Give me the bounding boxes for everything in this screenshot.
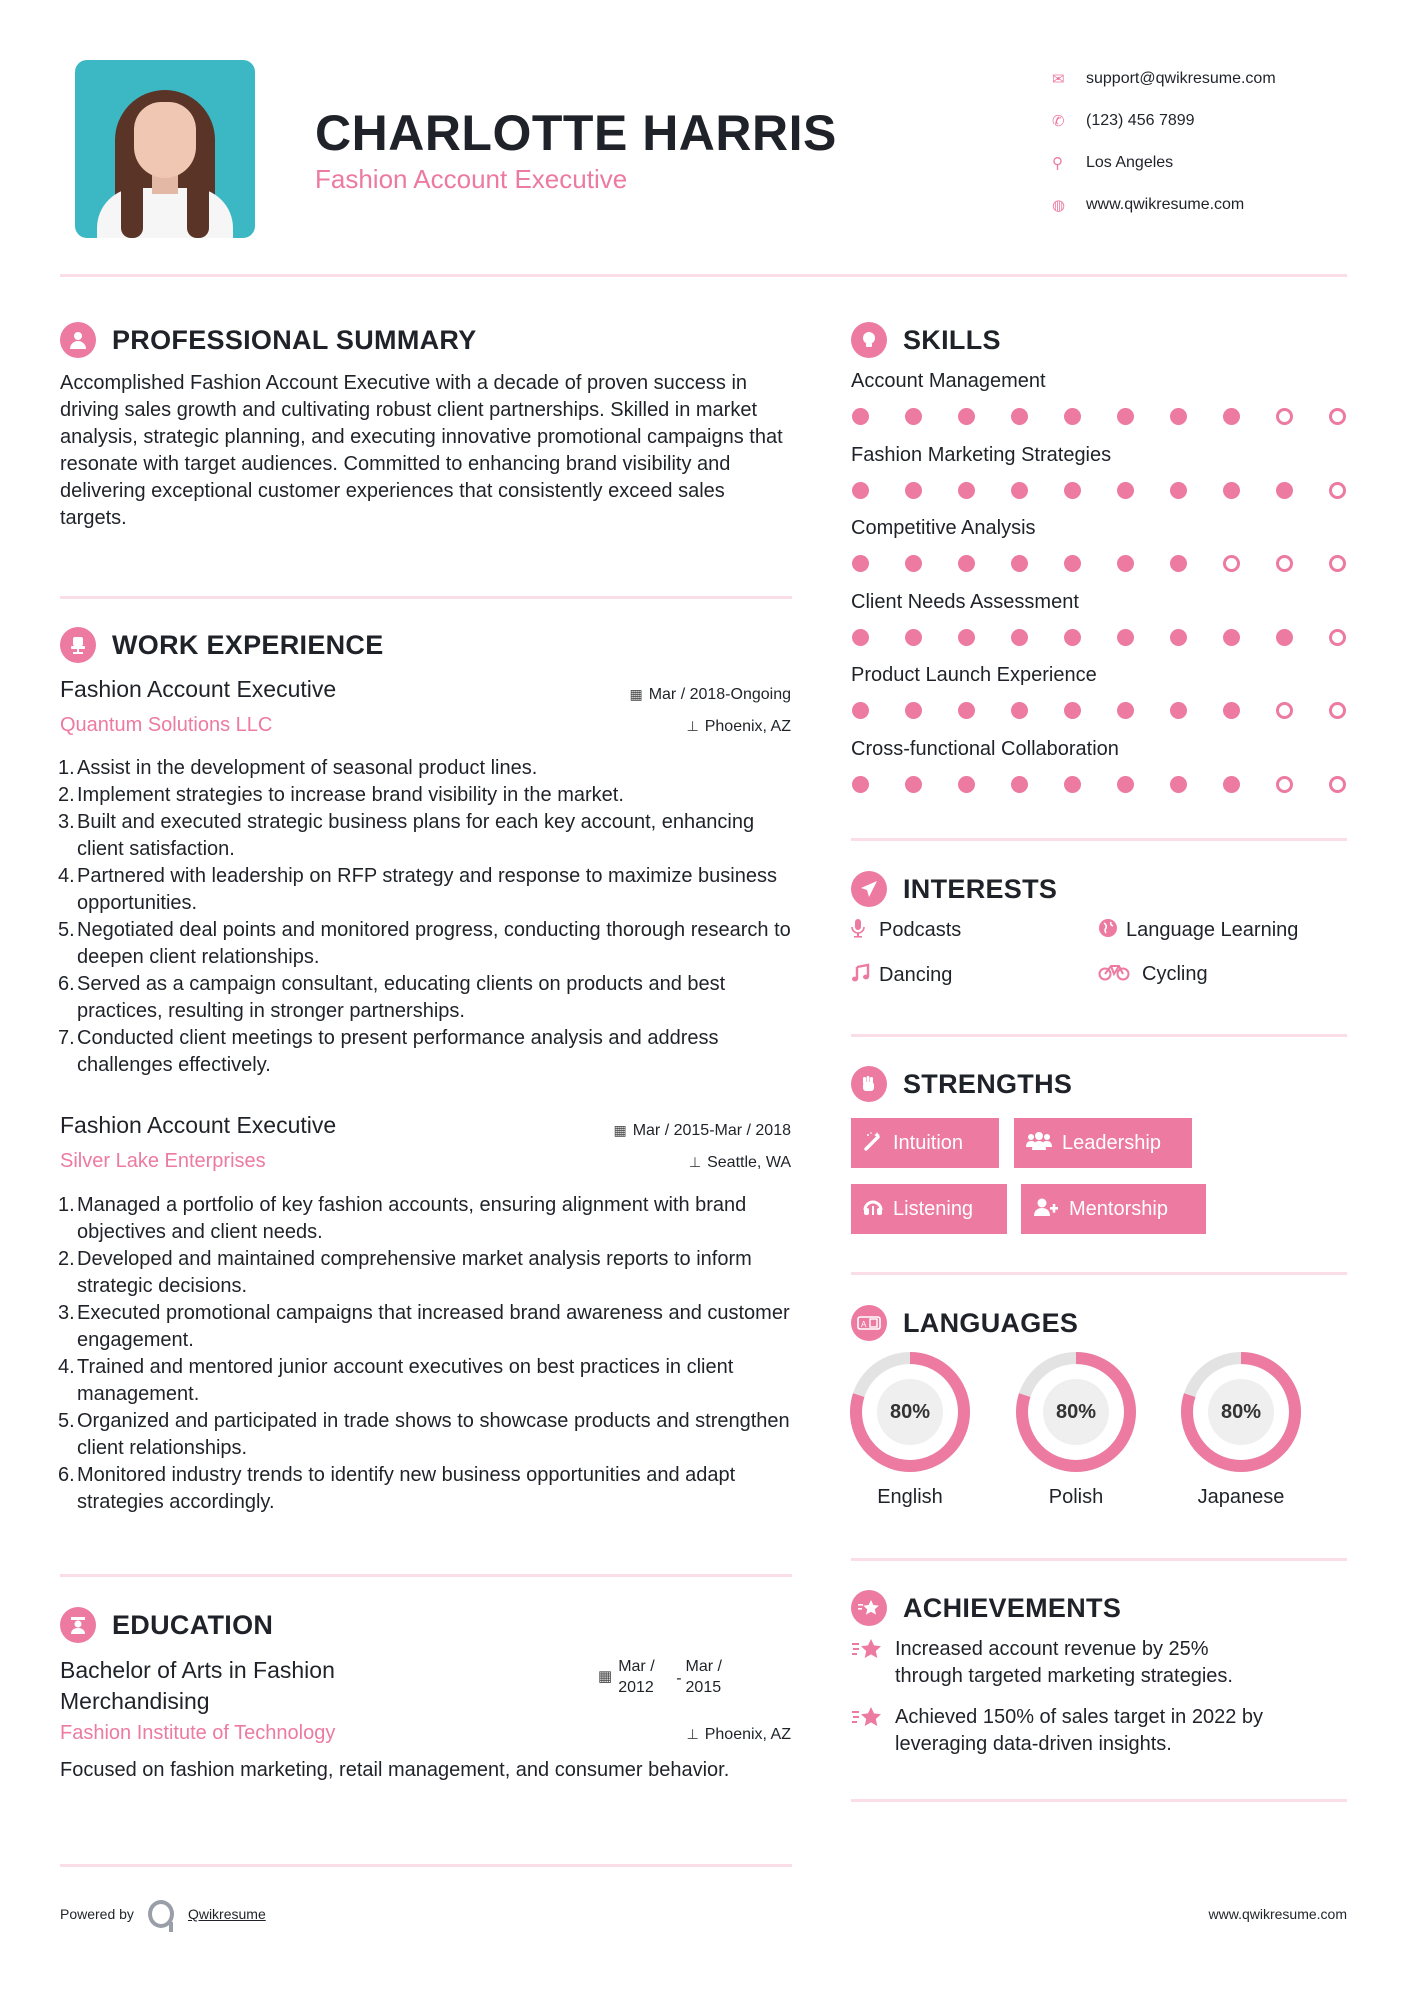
rating-dot-filled (1011, 408, 1028, 425)
section-title: LANGUAGES (903, 1307, 1079, 1338)
job-location: ⊥ Seattle, WA (688, 1154, 791, 1171)
summary-text: Accomplished Fashion Account Executive with a decade of proven success in driving sales growth and cultivating robust client partnerships. Skilled in market analysis, strategic planning, and executing innovative promotional campaigns that resonate with target audiences. Committed to enhancing brand visibility and delivering exceptional customer experiences that consistently exceed sales targets. (60, 372, 783, 529)
section-summary-heading (60, 322, 477, 358)
rating-dot-empty (1329, 555, 1346, 572)
rating-dot-empty (1276, 408, 1293, 425)
rating-dot-filled (905, 776, 922, 793)
contact-phone[interactable] (1050, 100, 1276, 142)
section-title: INTERESTS (903, 873, 1058, 904)
rating-dot-filled (1223, 408, 1240, 425)
rating-dot-filled (1064, 555, 1081, 572)
rating-dot-filled (958, 629, 975, 646)
user-plus-icon (1033, 1197, 1059, 1222)
calendar-icon: ▦ (629, 686, 643, 702)
skill-rating (852, 629, 1346, 646)
contact-phone-text: (123) 456 7899 (1086, 112, 1195, 129)
rating-dot-filled (1170, 482, 1187, 499)
skill-name: Product Launch Experience (851, 664, 1097, 686)
rating-dot-filled (1011, 482, 1028, 499)
skill-name: Fashion Marketing Strategies (851, 443, 1112, 466)
list-item: 6. Monitored industry trends to identify new business opportunities and adapt strategies accordingly. (58, 1464, 736, 1513)
pushpin-icon: ⊥ (688, 1154, 702, 1170)
rating-dot-filled (958, 555, 975, 572)
rating-dot-filled (1011, 702, 1028, 719)
list-item: 5. Organized and participated in trade shows to showcase products and strengthen client relationships. (58, 1410, 790, 1459)
job-responsibilities (58, 1192, 798, 1516)
rating-dot-filled (958, 482, 975, 499)
footer-website-link[interactable]: www.qwikresume.com (1208, 1906, 1347, 1922)
section-divider (60, 596, 792, 599)
rating-dot-filled (958, 408, 975, 425)
rating-dot-empty (1223, 555, 1240, 572)
rating-dot-filled (1117, 482, 1134, 499)
list-item: 1. Managed a portfolio of key fashion accounts, ensuring alignment with brand objectives and client needs. (58, 1194, 747, 1243)
strength-chip-mentorship: Mentorship (1021, 1184, 1206, 1234)
section-strengths-heading (851, 1066, 1072, 1102)
phone-icon: ✆ (1052, 113, 1065, 130)
rating-dot-filled (1117, 555, 1134, 572)
rating-dot-filled (1223, 702, 1240, 719)
job-dates: ▦ Mar / 2015-Mar / 2018 (613, 1122, 791, 1139)
interest-language-learning: Language Learning (1098, 918, 1298, 943)
header-divider (60, 274, 1347, 277)
photo-face (134, 102, 196, 178)
contact-website[interactable] (1050, 184, 1276, 226)
contact-website-text: www.qwikresume.com (1086, 196, 1245, 213)
skill-name: Cross-functional Collaboration (851, 737, 1119, 760)
rating-dot-filled (852, 629, 869, 646)
rating-dot-empty (1276, 702, 1293, 719)
rating-dot-empty (1329, 482, 1346, 499)
section-divider (851, 838, 1347, 841)
lightbulb-icon (851, 322, 887, 358)
list-item: 2. Implement strategies to increase brand visibility in the market. (58, 784, 624, 806)
strength-chip-listening: Listening (851, 1184, 1007, 1234)
rating-dot-filled (852, 408, 869, 425)
contact-email[interactable] (1050, 58, 1276, 100)
shooting-star-icon (851, 1590, 887, 1626)
rating-dot-filled (1223, 482, 1240, 499)
school-name: Fashion Institute of Technology (60, 1722, 336, 1744)
contact-location (1050, 142, 1276, 184)
skill-rating (852, 482, 1346, 499)
list-item: 1. Assist in the development of seasonal product lines. (58, 757, 538, 779)
section-divider (851, 1272, 1347, 1275)
section-experience-heading (60, 627, 384, 663)
pushpin-icon: ⊥ (686, 718, 699, 734)
education-description: Focused on fashion marketing, retail management, and consumer behavior. (60, 1759, 730, 1781)
language-progress-ring (1181, 1352, 1301, 1472)
rating-dot-empty (1329, 776, 1346, 793)
skill-rating (852, 555, 1346, 572)
skill-name: Competitive Analysis (851, 517, 1036, 539)
strength-chip-intuition: Intuition (851, 1118, 999, 1168)
job-responsibilities (58, 755, 798, 1079)
calendar-icon: ▦ (598, 1668, 613, 1685)
interest-dancing: Dancing (851, 963, 952, 988)
job-location: ⊥ Phoenix, AZ (686, 718, 791, 735)
magic-wand-icon (863, 1131, 883, 1156)
section-divider (851, 1799, 1347, 1802)
education-location: ⊥ Phoenix, AZ (686, 1726, 791, 1743)
users-icon (1026, 1131, 1052, 1156)
rating-dot-filled (958, 776, 975, 793)
rating-dot-filled (1276, 629, 1293, 646)
user-icon (60, 322, 96, 358)
globe-icon: ◍ (1052, 197, 1066, 214)
envelope-icon: ✉ (1052, 71, 1065, 88)
shooting-star-icon (851, 1704, 895, 1758)
language-percent: 80% (877, 1379, 943, 1445)
qwikresume-logo-icon (148, 1900, 174, 1928)
section-divider (851, 1034, 1347, 1037)
raised-fist-icon (851, 1066, 887, 1102)
headphones-icon (863, 1197, 883, 1222)
job-title: Fashion Account Executive (60, 676, 337, 702)
strength-chip-leadership: Leadership (1014, 1118, 1192, 1168)
rating-dot-filled (1223, 776, 1240, 793)
skill-rating (852, 702, 1346, 719)
skill-rating (852, 776, 1346, 793)
skill-rating (852, 408, 1346, 425)
rating-dot-filled (905, 629, 922, 646)
section-title: PROFESSIONAL SUMMARY (112, 324, 477, 355)
language-name: English (877, 1486, 943, 1508)
section-divider (851, 1558, 1347, 1561)
candidate-name: CHARLOTTE HARRIS (315, 105, 837, 161)
job-title: Fashion Account Executive (60, 1112, 337, 1138)
list-item: 7. Conducted client meetings to present performance analysis and address challenges effectively. (58, 1027, 719, 1076)
graduate-icon (60, 1607, 96, 1643)
rating-dot-empty (1329, 702, 1346, 719)
rating-dot-filled (852, 702, 869, 719)
rating-dot-filled (1117, 629, 1134, 646)
calendar-icon: ▦ (613, 1122, 627, 1138)
rating-dot-filled (1170, 776, 1187, 793)
rating-dot-filled (852, 482, 869, 499)
education-dates: ▦ Mar / 2012 - Mar / 2015 (598, 1658, 722, 1696)
rating-dot-filled (852, 555, 869, 572)
section-divider (60, 1574, 792, 1577)
rating-dot-filled (1170, 408, 1187, 425)
photo-shirt (97, 188, 233, 238)
list-item: 2. Developed and maintained comprehensive market analysis reports to inform strategic decisions. (58, 1248, 752, 1297)
contact-location-text: Los Angeles (1086, 154, 1174, 171)
svg-text:A: A (861, 1320, 867, 1329)
rating-dot-filled (905, 408, 922, 425)
list-item: 6. Served as a campaign consultant, educating clients on products and best practices, resulting in stronger partnerships. (58, 973, 726, 1022)
contact-email-text: support@qwikresume.com (1086, 70, 1276, 87)
skill-name: Account Management (851, 370, 1046, 392)
section-title: STRENGTHS (903, 1068, 1073, 1099)
rating-dot-filled (1276, 482, 1293, 499)
section-interests-heading (851, 871, 1057, 907)
rating-dot-filled (1064, 702, 1081, 719)
skill-name: Client Needs Assessment (851, 590, 1079, 613)
job-company: Quantum Solutions LLC (60, 714, 273, 736)
interest-podcasts: Podcasts (851, 918, 961, 943)
rating-dot-filled (1170, 702, 1187, 719)
job-company: Silver Lake Enterprises (60, 1150, 266, 1172)
section-divider (60, 1864, 792, 1867)
language-progress-ring (850, 1352, 970, 1472)
rating-dot-filled (1117, 408, 1134, 425)
list-item: 4. Partnered with leadership on RFP strategy and response to maximize business opportunities. (58, 865, 777, 914)
rating-dot-filled (1170, 555, 1187, 572)
section-title: ACHIEVEMENTS (903, 1592, 1122, 1623)
footer-powered-by: Powered by Qwikresume (60, 1900, 266, 1928)
section-title: EDUCATION (112, 1609, 274, 1640)
rating-dot-filled (905, 702, 922, 719)
language-name: Japanese (1197, 1486, 1285, 1508)
section-education-heading (60, 1607, 273, 1643)
rating-dot-empty (1329, 629, 1346, 646)
globe-icon (1098, 918, 1126, 943)
section-achievements-heading (851, 1590, 1121, 1626)
location-pin-icon: ⚲ (1052, 155, 1063, 172)
section-title: SKILLS (903, 324, 1001, 355)
bicycle-icon (1098, 963, 1142, 986)
list-item: 3. Executed promotional campaigns that increased brand awareness and customer engagement. (58, 1302, 790, 1351)
rating-dot-empty (1329, 408, 1346, 425)
language-name: Polish (1048, 1486, 1104, 1508)
rating-dot-filled (1064, 408, 1081, 425)
interest-cycling: Cycling (1098, 963, 1208, 986)
list-item: 4. Trained and mentored junior account executives on best practices in client management. (58, 1356, 734, 1405)
rating-dot-filled (1064, 776, 1081, 793)
language-progress-ring (1016, 1352, 1136, 1472)
rating-dot-filled (1011, 776, 1028, 793)
rating-dot-filled (1011, 629, 1028, 646)
section-languages-heading (851, 1305, 1078, 1341)
rating-dot-filled (1117, 702, 1134, 719)
rating-dot-empty (1276, 776, 1293, 793)
achievement-item: Achieved 150% of sales target in 2022 by leveraging data-driven insights. (851, 1704, 1263, 1758)
rating-dot-filled (1011, 555, 1028, 572)
contact-list (1050, 58, 1276, 226)
profile-photo (75, 60, 255, 238)
achievement-item: Increased account revenue by 25% through targeted marketing strategies. (851, 1636, 1233, 1690)
rating-dot-filled (1223, 629, 1240, 646)
rating-dot-filled (1170, 629, 1187, 646)
section-skills-heading (851, 322, 1001, 358)
degree-title: Bachelor of Arts in Fashion Merchandising (60, 1657, 335, 1714)
rating-dot-empty (1276, 555, 1293, 572)
language-percent: 80% (1043, 1379, 1109, 1445)
language-percent: 80% (1208, 1379, 1274, 1445)
list-item: 5. Negotiated deal points and monitored progress, conducting thorough research to deepen client relationships. (58, 919, 791, 968)
section-title: WORK EXPERIENCE (112, 629, 384, 660)
job-dates: ▦ Mar / 2018-Ongoing (629, 686, 791, 703)
paper-plane-icon (851, 871, 887, 907)
rating-dot-filled (905, 555, 922, 572)
translate-icon (851, 1305, 887, 1341)
candidate-title: Fashion Account Executive (315, 164, 628, 194)
microphone-icon (851, 918, 879, 943)
shooting-star-icon (851, 1636, 895, 1690)
rating-dot-filled (905, 482, 922, 499)
rating-dot-filled (1064, 629, 1081, 646)
rating-dot-filled (1064, 482, 1081, 499)
rating-dot-filled (1117, 776, 1134, 793)
music-note-icon (851, 963, 879, 988)
pushpin-icon: ⊥ (686, 1726, 699, 1742)
rating-dot-filled (958, 702, 975, 719)
list-item: 3. Built and executed strategic business plans for each key account, enhancing client satisfaction. (58, 811, 755, 860)
qwikresume-link[interactable]: Qwikresume (187, 1906, 266, 1922)
rating-dot-filled (852, 776, 869, 793)
office-chair-icon (60, 627, 96, 663)
